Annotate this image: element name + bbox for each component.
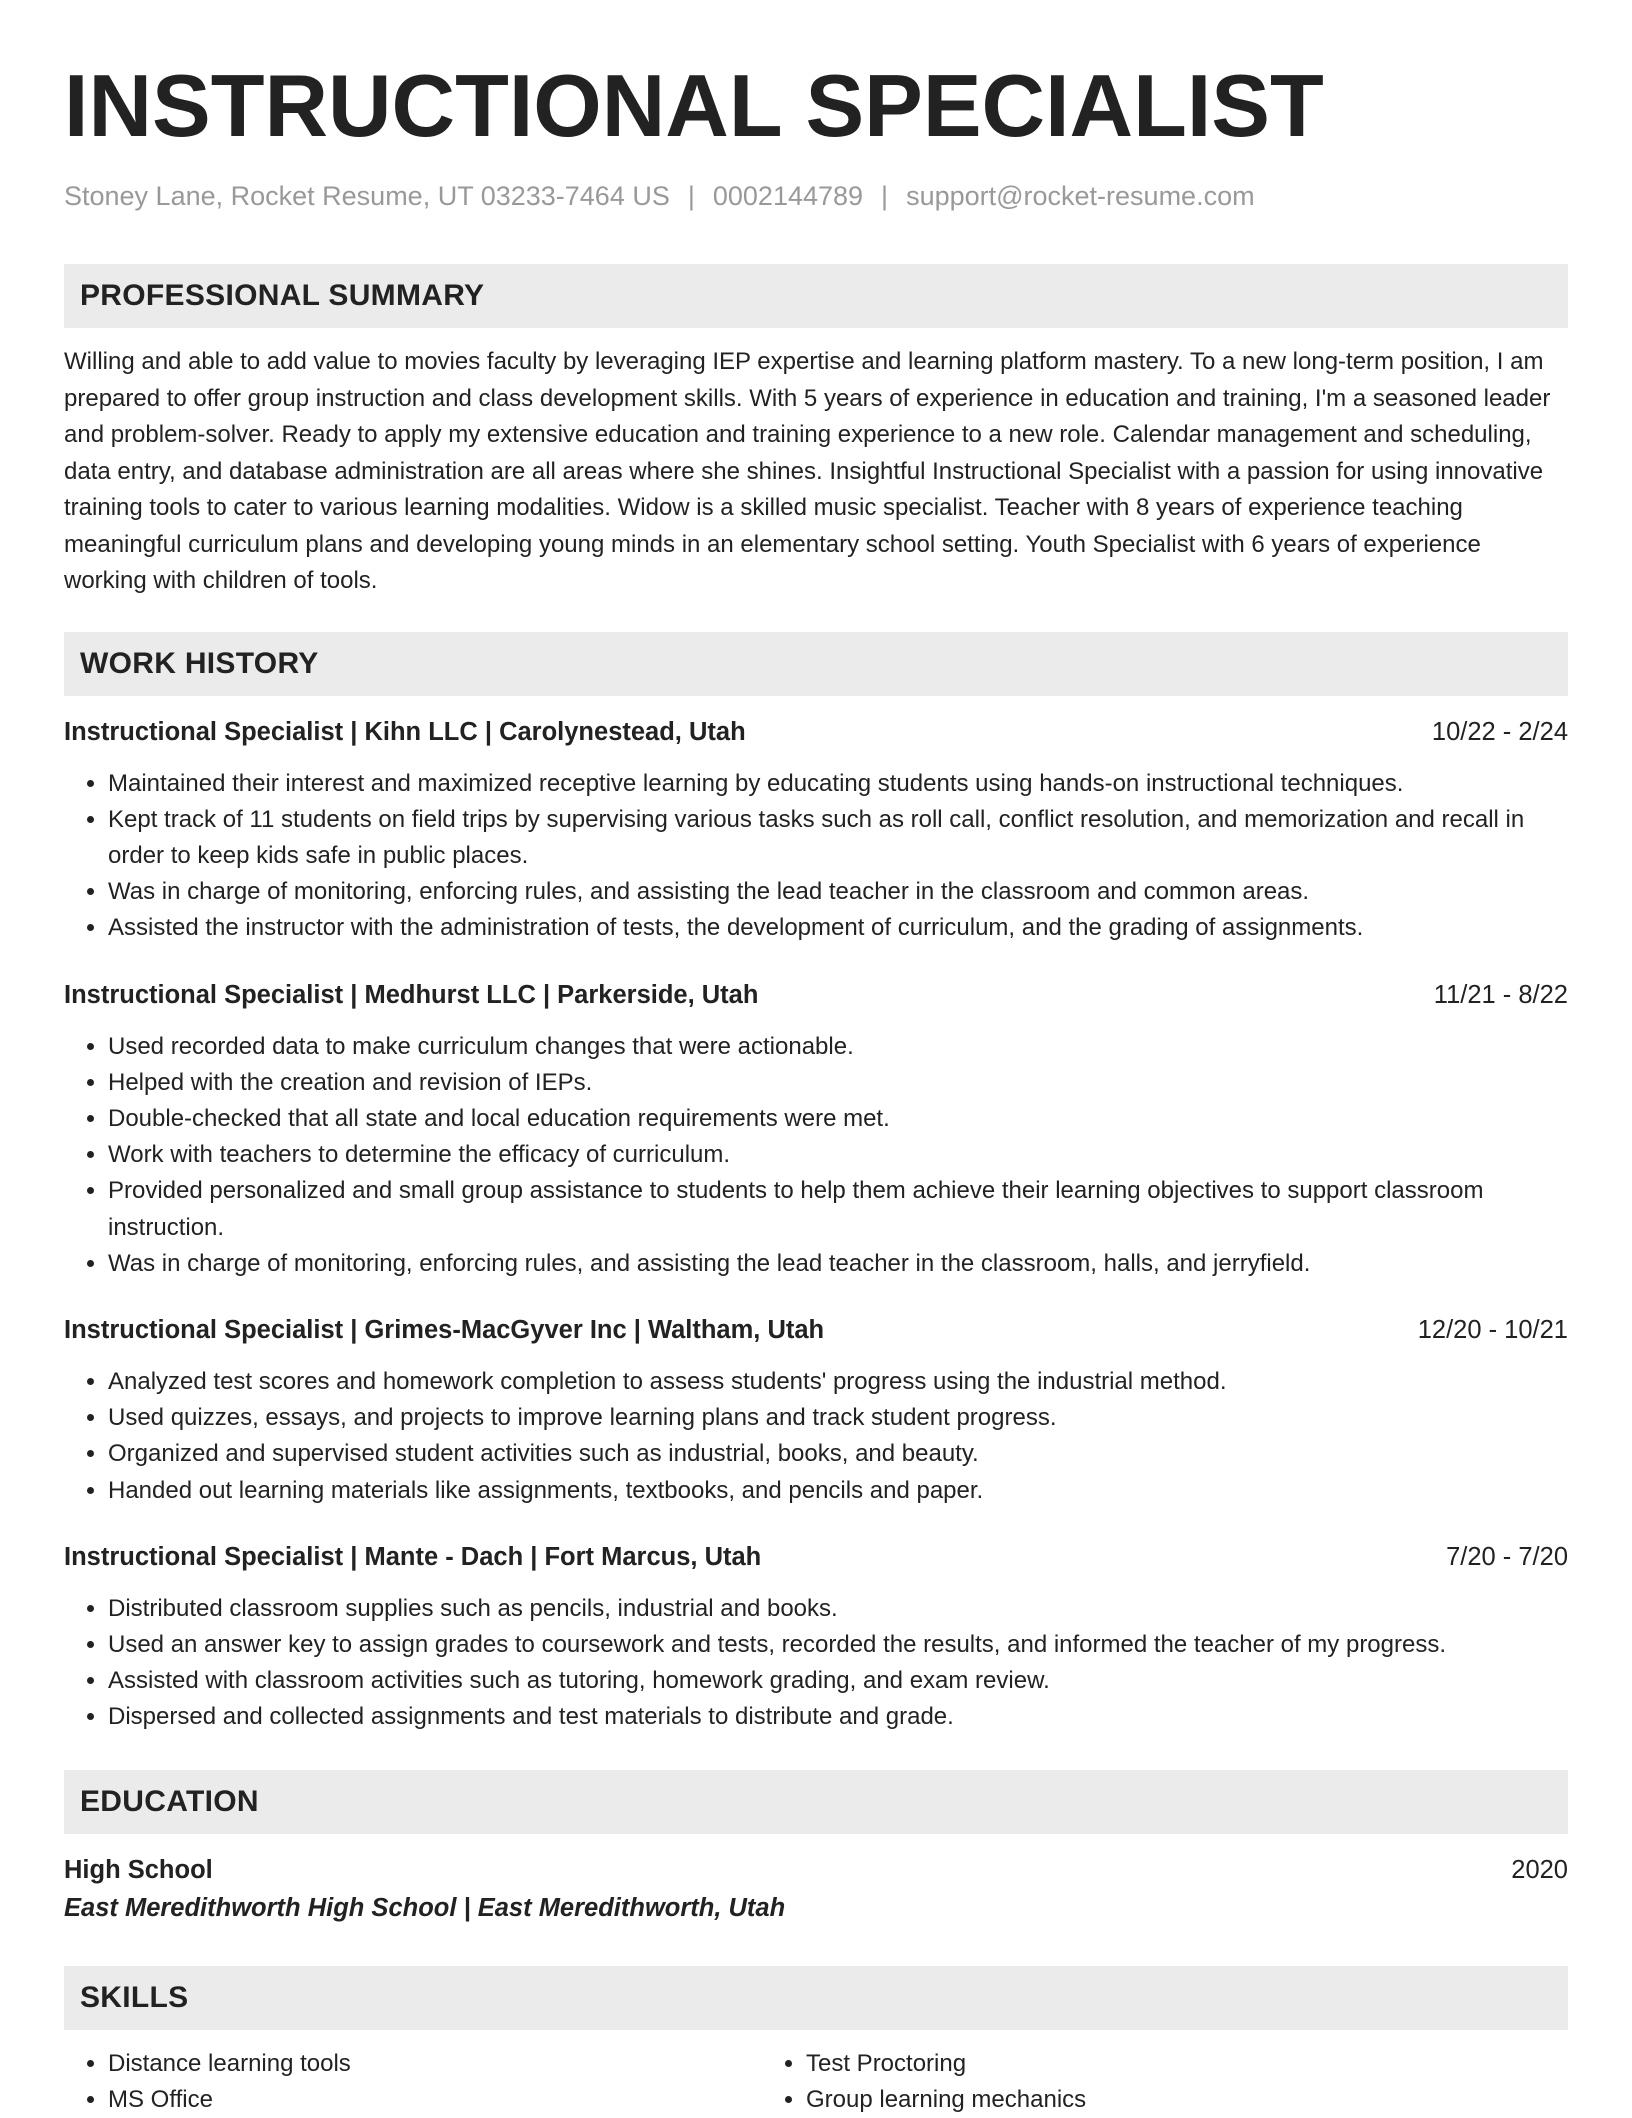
- skill-item: • Test Proctoring: [806, 2046, 1460, 2082]
- job-header: [64, 714, 1568, 750]
- job-title: Instructional Specialist | Medhurst LLC | Parkerside, Utah: [64, 980, 759, 1009]
- job-entry: [64, 714, 1568, 947]
- job-bullets: [64, 1591, 1568, 1736]
- job-header: [64, 1312, 1568, 1348]
- job-bullet: • Provided personalized and small group assistance to students to help them achieve their learning objectives to support classroom instruction.: [108, 1173, 1568, 1245]
- skill-item: • Group learning mechanics: [806, 2082, 1460, 2118]
- job-title: Instructional Specialist | Grimes-MacGyver Inc | Waltham, Utah: [64, 1315, 825, 1344]
- job-entry: [64, 1312, 1568, 1509]
- job-bullet: • Double-checked that all state and local education requirements were met.: [108, 1101, 1568, 1137]
- job-bullet: • Handed out learning materials like assignments, textbooks, and pencils and paper.: [108, 1473, 1568, 1509]
- job-bullet: • Organized and supervised student activities such as industrial, books, and beauty.: [108, 1436, 1568, 1472]
- section-heading-education: EDUCATION: [64, 1770, 1568, 1834]
- education-degree: High School: [64, 1855, 213, 1884]
- contact-separator: |: [881, 181, 889, 211]
- job-dates: 7/20 - 7/20: [1446, 1542, 1568, 1571]
- job-bullet: • Used recorded data to make curriculum changes that were actionable.: [108, 1029, 1568, 1065]
- job-header: [64, 977, 1568, 1013]
- job-bullet: • Work with teachers to determine the efficacy of curriculum.: [108, 1137, 1568, 1173]
- candidate-name: INSTRUCTIONAL SPECIALIST: [64, 56, 1324, 155]
- job-bullet: • Maintained their interest and maximized receptive learning by educating students using hands-on instructional techniques.: [108, 766, 1568, 802]
- job-bullet: • Helped with the creation and revision of IEPs.: [108, 1065, 1568, 1101]
- education-entry: [64, 1852, 1568, 1888]
- job-bullet: • Dispersed and collected assignments and test materials to distribute and grade.: [108, 1699, 1568, 1735]
- job-bullet: • Used an answer key to assign grades to coursework and tests, recorded the results, and informed the teacher of my progress.: [108, 1627, 1568, 1663]
- education-school: East Meredithworth High School | East Meredithworth, Utah: [64, 1893, 786, 1922]
- contact-address: Stoney Lane, Rocket Resume, UT 03233-7464 US: [64, 181, 670, 211]
- skills-column-right: [762, 2046, 1460, 2118]
- contact-email: support@rocket-resume.com: [906, 181, 1255, 211]
- job-dates: 10/22 - 2/24: [1431, 717, 1568, 746]
- skill-item: • MS Office: [108, 2082, 762, 2118]
- skills-list: [64, 2046, 1568, 2118]
- job-bullet: • Distributed classroom supplies such as pencils, industrial and books.: [108, 1591, 1568, 1627]
- contact-phone: 0002144789: [712, 181, 864, 211]
- job-bullets: [64, 766, 1568, 947]
- section-heading-work-history: WORK HISTORY: [64, 632, 1568, 696]
- job-bullet: • Was in charge of monitoring, enforcing rules, and assisting the lead teacher in the classroom, halls, and jerryfield.: [108, 1246, 1568, 1282]
- contact-line: [64, 178, 1568, 214]
- job-bullet: • Assisted with classroom activities such as tutoring, homework grading, and exam review.: [108, 1663, 1568, 1699]
- job-bullet: • Used quizzes, essays, and projects to improve learning plans and track student progress.: [108, 1400, 1568, 1436]
- job-bullets: [64, 1029, 1568, 1282]
- job-title: Instructional Specialist | Kihn LLC | Carolynestead, Utah: [64, 717, 746, 746]
- job-bullets: [64, 1364, 1568, 1509]
- job-entry: [64, 1539, 1568, 1736]
- job-bullet: • Kept track of 11 students on field trips by supervising various tasks such as roll call, conflict resolution, and memorization and recall in order to keep kids safe in public places.: [108, 802, 1568, 874]
- job-bullet: • Assisted the instructor with the administration of tests, the development of curriculum, and the grading of assignments.: [108, 910, 1568, 946]
- section-heading-skills: SKILLS: [64, 1966, 1568, 2030]
- skills-column-left: [64, 2046, 762, 2118]
- section-heading-summary: PROFESSIONAL SUMMARY: [64, 264, 1568, 328]
- summary-text: Willing and able to add value to movies faculty by leveraging IEP expertise and learning platform mastery. To a new long-term position, I am prepared to offer group instruction and class development skills. With 5 years of experience in education and training, I'm a seasoned leader and problem-solver. Ready to apply my extensive education and training experience to a new role. Calendar management and scheduling, data entry, and database administration are all areas where she shines. Insightful Instructional Specialist with a passion for using innovative training tools to cater to various learning modalities. Widow is a skilled music specialist. Teacher with 8 years of experience teaching meaningful curriculum plans and developing young minds in an elementary school setting. Youth Specialist with 6 years of experience working with children of tools.: [64, 348, 1551, 594]
- job-bullet: • Analyzed test scores and homework completion to assess students' progress using the industrial method.: [108, 1364, 1568, 1400]
- education-year: 2020: [1511, 1855, 1568, 1884]
- skill-item: • Distance learning tools: [108, 2046, 762, 2082]
- job-header: [64, 1539, 1568, 1575]
- contact-separator: |: [687, 181, 695, 211]
- job-entry: [64, 977, 1568, 1282]
- job-dates: 12/20 - 10/21: [1417, 1315, 1568, 1344]
- job-bullet: • Was in charge of monitoring, enforcing rules, and assisting the lead teacher in the classroom and common areas.: [108, 874, 1568, 910]
- job-title: Instructional Specialist | Mante - Dach | Fort Marcus, Utah: [64, 1542, 762, 1571]
- job-dates: 11/21 - 8/22: [1433, 980, 1568, 1009]
